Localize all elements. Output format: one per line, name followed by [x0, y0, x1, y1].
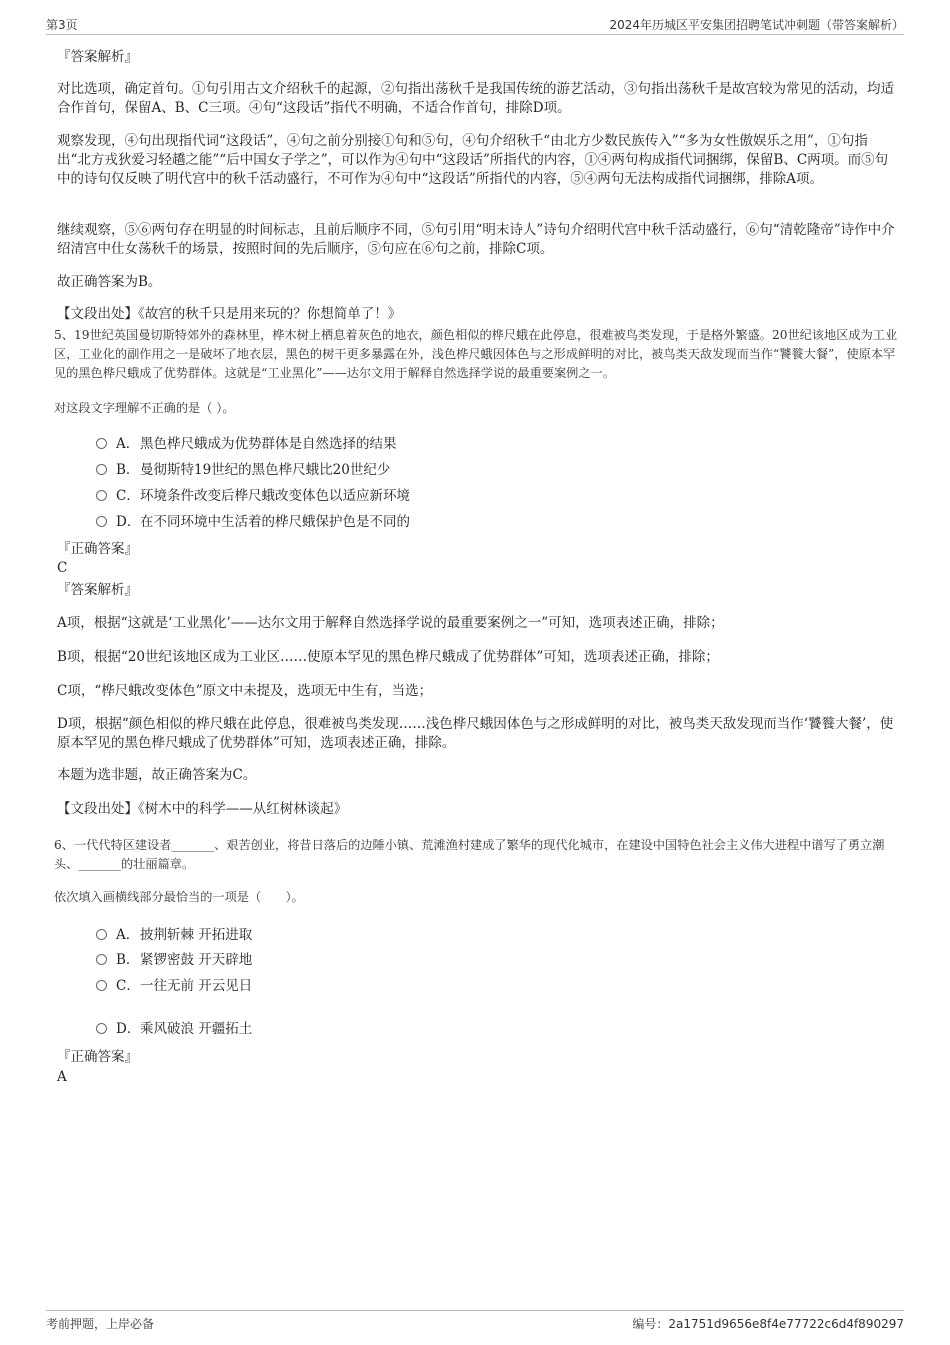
q5-answer: C — [57, 560, 68, 576]
q6-answer-heading: 『正确答案』 — [57, 1049, 138, 1065]
q5-explanation-a: A项，根据“这就是‘工业黑化’——达尔文用于解释自然选择学说的最重要案例之一”可知，选项表述正确，排除； — [57, 615, 724, 631]
radio-icon[interactable] — [96, 464, 107, 475]
radio-icon[interactable] — [96, 490, 107, 501]
q5-option-c[interactable]: C．环境条件改变后桦尺蛾改变体色以适应新环境 — [96, 486, 410, 506]
radio-icon[interactable] — [96, 980, 107, 991]
q5-stem: 5、19世纪英国曼切斯特郊外的森林里，桦木树上栖息着灰色的地衣，颜色相似的桦尺蛾在此停息，很难被鸟类发现，于是格外繁盛。20世纪该地区成为工业区，工业化的副作用之一是破坏了地衣层，黑色的树干更多暴露在外，浅色桦尺蛾因体色与之形成鲜明的对比，被鸟类天敌发现而当作“饕餮大餐”，使原本罕见的黑色桦尺蛾成了优势群体。这就是“工业黑化”——达尔文用于解释自然选择学说的最重要案例之一。 — [54, 328, 898, 380]
prev-source: 【文段出处】《故宫的秋千只是用来玩的？你想简单了！》 — [57, 306, 402, 322]
q5-option-a[interactable]: A．黑色桦尺蛾成为优势群体是自然选择的结果 — [96, 434, 397, 454]
radio-icon[interactable] — [96, 954, 107, 965]
prev-analysis-para-2: 观察发现，④句出现指代词“这段话”，④句之前分别接①句和⑤句，④句介绍秋千“由北方少数民族传入”“多为女性傲娱乐之用”，①句指出“北方戎狄爱习轻趫之能”“后中国女子学之”，可以作为④句中“这段话”所指代的内容，①④两句构成指代词捆绑，保留B、C两项。而⑤句中的诗句仅反映了明代宫中的秋千活动盛行，不可作为④句中“这段话”所指代的内容，⑤④两句无法构成指代词捆绑，排除A项。 — [57, 133, 889, 187]
prev-conclusion: 故正确答案为B。 — [57, 274, 162, 290]
prev-analysis-para-3: 继续观察，⑤⑥两句存在明显的时间标志，且前后顺序不同，⑤句引用“明末诗人”诗句介绍明代宫中秋千活动盛行，⑥句“清乾隆帝”诗作中介绍清宫中仕女荡秋千的场景，按照时间的先后顺序，⑤句应在⑥句之前，排除C项。 — [57, 222, 895, 257]
q5-analysis-heading: 『答案解析』 — [57, 582, 138, 598]
radio-icon[interactable] — [96, 929, 107, 940]
q5-explanation-d: D项，根据“颜色相似的桦尺蛾在此停息，很难被鸟类发现……浅色桦尺蛾因体色与之形成鲜明的对比，被鸟类天敌发现而当作‘饕餮大餐’，使原本罕见的黑色桦尺蛾成了优势群体”可知，选项表述正确，排除。 — [57, 716, 894, 751]
q5-option-d[interactable]: D．在不同环境中生活着的桦尺蛾保护色是不同的 — [96, 512, 410, 532]
radio-icon[interactable] — [96, 438, 107, 449]
q6-option-d[interactable]: D．乘风破浪 开疆拓土 — [96, 1019, 252, 1039]
radio-icon[interactable] — [96, 516, 107, 527]
page-footer — [46, 1310, 904, 1333]
q5-source: 【文段出处】《树木中的科学——从红树林谈起》 — [57, 801, 348, 817]
q5-option-b[interactable]: B．曼彻斯特19世纪的黑色桦尺蛾比20世纪少 — [96, 460, 390, 480]
q6-question: 依次填入画横线部分最恰当的一项是（ ）。 — [54, 890, 304, 904]
q6-option-c[interactable]: C．一往无前 开云见日 — [96, 976, 252, 996]
q6-answer: A — [57, 1069, 67, 1085]
q5-conclusion: 本题为选非题，故正确答案为C。 — [57, 767, 257, 783]
prev-analysis-heading: 『答案解析』 — [57, 49, 138, 65]
page-number: 第3页 — [46, 18, 78, 32]
q5-explanation-b: B项，根据“20世纪该地区成为工业区……使原本罕见的黑色桦尺蛾成了优势群体”可知，选项表述正确，排除； — [57, 649, 719, 665]
q6-option-b[interactable]: B．紧锣密鼓 开天辟地 — [96, 950, 252, 970]
prev-analysis-para-1: 对比选项，确定首句。①句引用古文介绍秋千的起源，②句指出荡秋千是我国传统的游艺活动，③句指出荡秋千是故宫较为常见的活动，均适合作首句，保留A、B、C三项。④句“这段话”指代不明确，不适合作首句，排除D项。 — [57, 81, 894, 116]
document-id: 编号：2a1751d9656e8f4e77722c6d4f890297 — [632, 1317, 904, 1331]
q5-question: 对这段文字理解不正确的是（ ）。 — [54, 401, 235, 415]
q6-option-a[interactable]: A．披荆斩棘 开拓进取 — [96, 925, 252, 945]
q5-explanation-c: C项，“桦尺蛾改变体色”原文中未提及，选项无中生有，当选； — [57, 683, 433, 699]
footer-slogan: 考前押题，上岸必备 — [46, 1317, 155, 1331]
q5-answer-heading: 『正确答案』 — [57, 541, 138, 557]
radio-icon[interactable] — [96, 1023, 107, 1034]
page-header — [46, 14, 904, 35]
document-title: 2024年历城区平安集团招聘笔试冲刺题（带答案解析） — [609, 18, 904, 32]
q6-stem: 6、一代代特区建设者_______、艰苦创业，将昔日落后的边陲小镇、荒滩渔村建成了繁华的现代化城市，在建设中国特色社会主义伟大进程中谱写了勇立潮头、_______的壮丽篇章。 — [54, 838, 885, 871]
